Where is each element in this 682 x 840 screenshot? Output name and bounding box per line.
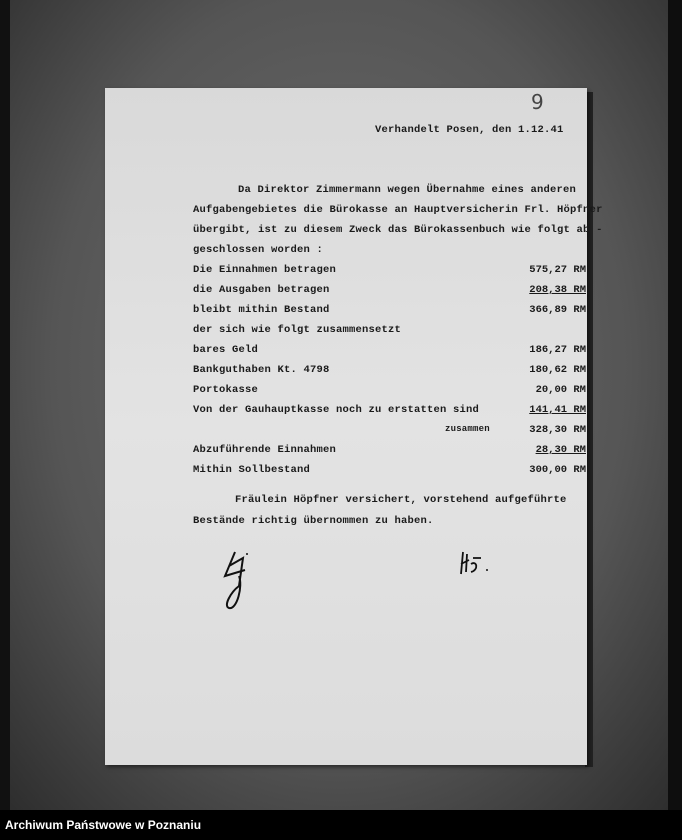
row-label: die Ausgaben betragen: [193, 284, 330, 296]
paragraph-line: Da Direktor Zimmermann wegen Übernahme eines anderen: [238, 184, 577, 196]
closing-line: Bestände richtig übernommen zu haben.: [193, 515, 434, 527]
document-header: Verhandelt Posen, den 1.12.41: [375, 124, 564, 136]
closing-line: Fräulein Höpfner versichert, vorstehend aufgeführte: [235, 494, 567, 506]
film-edge-right: [668, 0, 682, 810]
signature-hoepfner: [457, 550, 493, 578]
paragraph-line: übergibt, ist zu diesem Zweck das Bürokassenbuch wie folgt ab -: [193, 224, 603, 236]
row-label: Von der Gauhauptkasse noch zu erstatten sind: [193, 404, 480, 416]
row-amount: 180,62 RM: [529, 364, 586, 376]
row-amount: 28,30 RM: [535, 444, 586, 456]
page-number: 9: [531, 90, 544, 114]
row-label: bares Geld: [193, 344, 259, 356]
archive-footer: [0, 810, 682, 840]
row-amount: 575,27 RM: [529, 264, 586, 276]
paragraph-line: Aufgabengebietes die Bürokasse an Hauptversicherin Frl. Höpfner: [193, 204, 603, 216]
row-amount: 141,41 RM: [529, 404, 586, 416]
row-amount: 186,27 RM: [529, 344, 586, 356]
document-page: [105, 88, 603, 765]
row-label: Abzuführende Einnahmen: [193, 444, 337, 456]
row-label: Portokasse: [193, 384, 259, 396]
row-amount: 366,89 RM: [529, 304, 586, 316]
row-amount: 20,00 RM: [535, 384, 586, 396]
row-amount: 328,30 RM: [529, 424, 586, 436]
row-label: Die Einnahmen betragen: [193, 264, 337, 276]
row-label: bleibt mithin Bestand: [193, 304, 330, 316]
film-edge-left: [0, 0, 10, 810]
signature-director: [215, 546, 260, 611]
row-label: Mithin Sollbestand: [193, 464, 311, 476]
row-label: Bankguthaben Kt. 4798: [193, 364, 330, 376]
row-label: der sich wie folgt zusammensetzt: [193, 324, 402, 336]
archive-name: Archiwum Państwowe w Poznaniu: [5, 818, 202, 832]
paragraph-line: geschlossen worden :: [193, 244, 324, 256]
ledger-table: [193, 264, 586, 474]
row-amount: 208,38 RM: [529, 284, 586, 296]
row-label: zusammen: [445, 424, 490, 434]
row-amount: 300,00 RM: [529, 464, 586, 476]
